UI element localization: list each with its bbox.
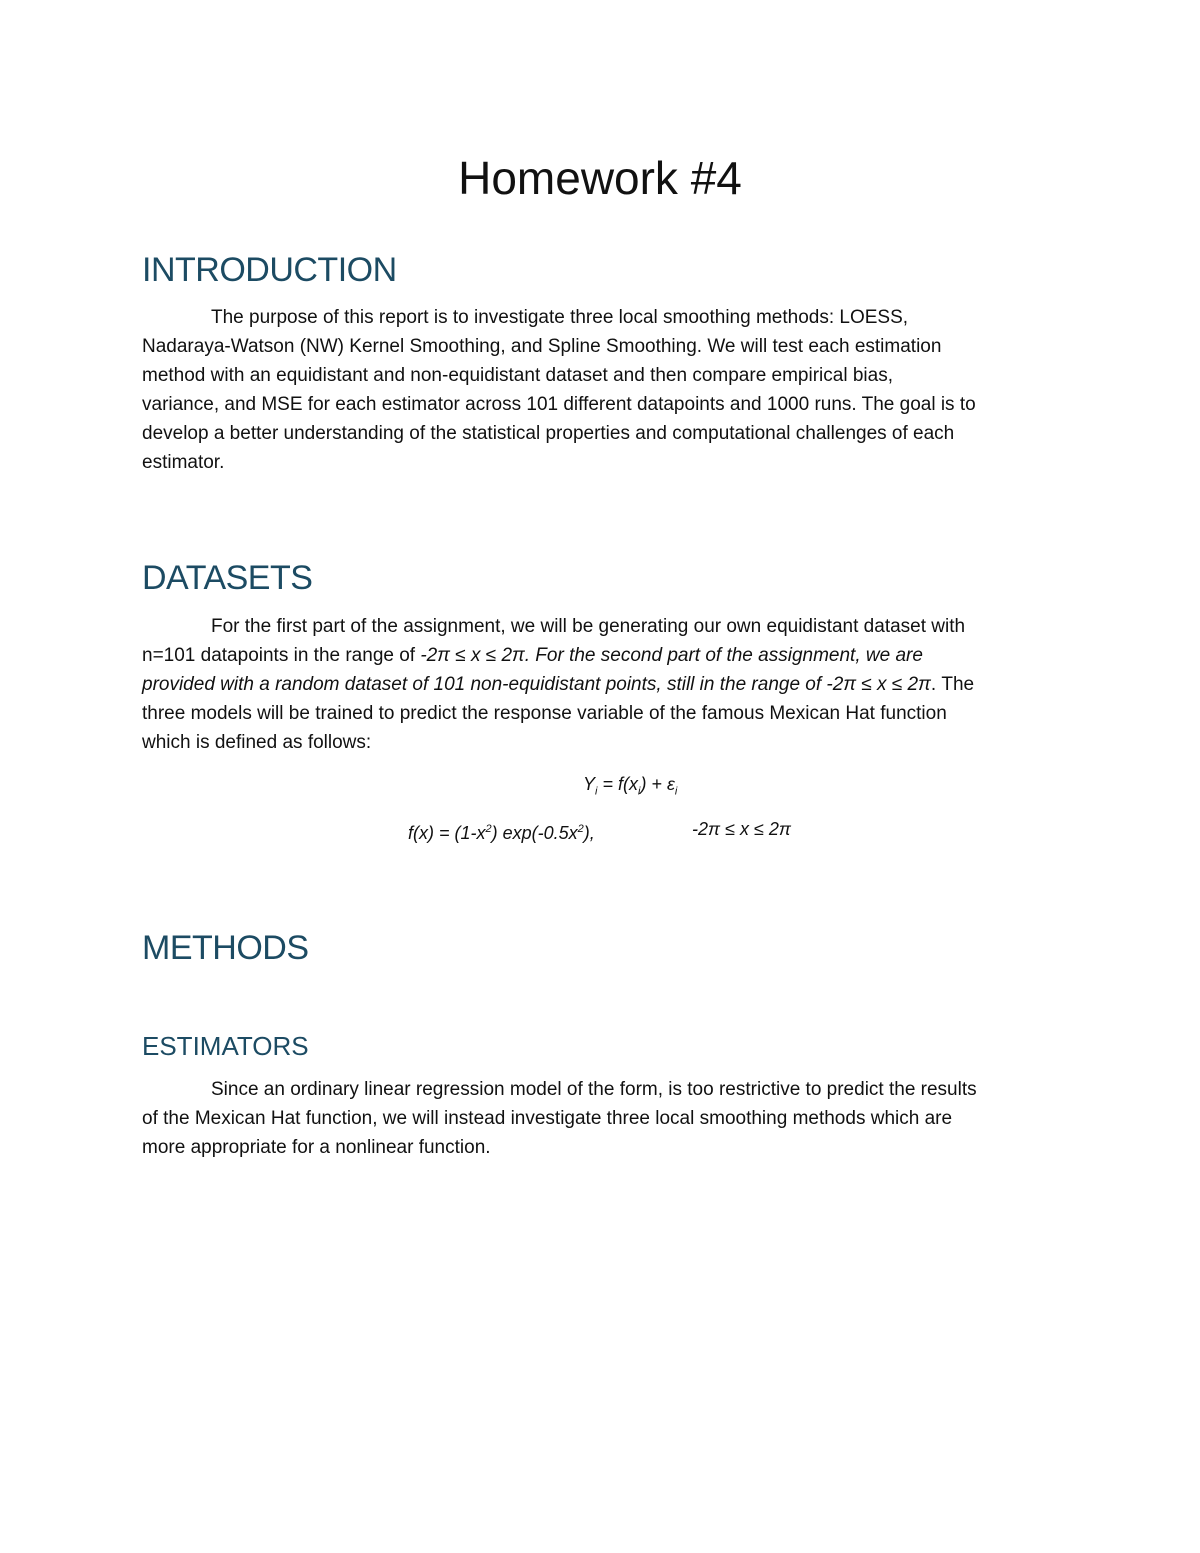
introduction-line: develop a better understanding of the statistical properties and computational challenges of each [142, 423, 955, 444]
estimators-paragraph [142, 1075, 1062, 1162]
estimators-line: of the Mexican Hat function, we will instead investigate three local smoothing methods which are [142, 1108, 953, 1129]
datasets-line: three models will be trained to predict the response variable of the famous Mexican Hat function [142, 703, 947, 724]
methods-heading: METHODS [142, 929, 309, 967]
mexican-hat-equation [408, 817, 595, 845]
estimators-line: Since an ordinary linear regression model of the form, is too restrictive to predict the results [211, 1079, 977, 1100]
equation-superscript: 2 [485, 823, 492, 835]
estimators-line: more appropriate for a nonlinear function. [142, 1137, 491, 1158]
document-title: Homework #4 [458, 152, 742, 204]
equation-range: -2π ≤ x ≤ 2π [692, 819, 791, 839]
datasets-line [142, 670, 1062, 699]
equation-symbol: f(x) = (1-x [408, 823, 486, 843]
equation-symbol: ) + ε [640, 774, 675, 794]
datasets-paragraph [142, 612, 1062, 757]
introduction-line: variance, and MSE for each estimator across 101 different datapoints and 1000 runs. The goal is to [142, 394, 976, 415]
equation-subscript: i [595, 785, 598, 798]
equation-subscript: i [674, 785, 678, 798]
introduction-heading: INTRODUCTION [142, 251, 397, 289]
introduction-paragraph [142, 303, 1062, 477]
equation-symbol: ) exp(-0.5x [491, 823, 578, 843]
equation-symbol: Y [583, 774, 596, 794]
equation-symbol: ), [583, 823, 595, 843]
introduction-line: method with an equidistant and non-equidistant dataset and then compare empirical bias, [142, 365, 893, 386]
introduction-line: estimator. [142, 452, 225, 473]
equation-symbol: = f(x [597, 774, 638, 794]
equation-subscript: i [637, 785, 641, 798]
estimators-heading: ESTIMATORS [142, 1031, 309, 1061]
datasets-line: which is defined as follows: [142, 732, 372, 753]
model-equation [583, 772, 677, 804]
datasets-line [142, 641, 1062, 670]
datasets-line-text: . The [930, 674, 975, 695]
introduction-line: The purpose of this report is to investigate three local smoothing methods: LOESS, [211, 307, 909, 328]
datasets-heading: DATASETS [142, 559, 313, 597]
datasets-line-italic: provided with a random dataset of 101 non-equidistant points, still in the range of -2π ≤ x ≤ 2π [142, 674, 931, 695]
datasets-line-text: n=101 datapoints in the range of [142, 645, 421, 666]
datasets-line: For the first part of the assignment, we will be generating our own equidistant dataset with [211, 616, 966, 637]
datasets-line-italic: -2π ≤ x ≤ 2π. For the second part of the assignment, we are [420, 645, 923, 666]
equation-superscript: 2 [577, 823, 584, 835]
introduction-line: Nadaraya-Watson (NW) Kernel Smoothing, and Spline Smoothing. We will test each estimation [142, 336, 942, 357]
